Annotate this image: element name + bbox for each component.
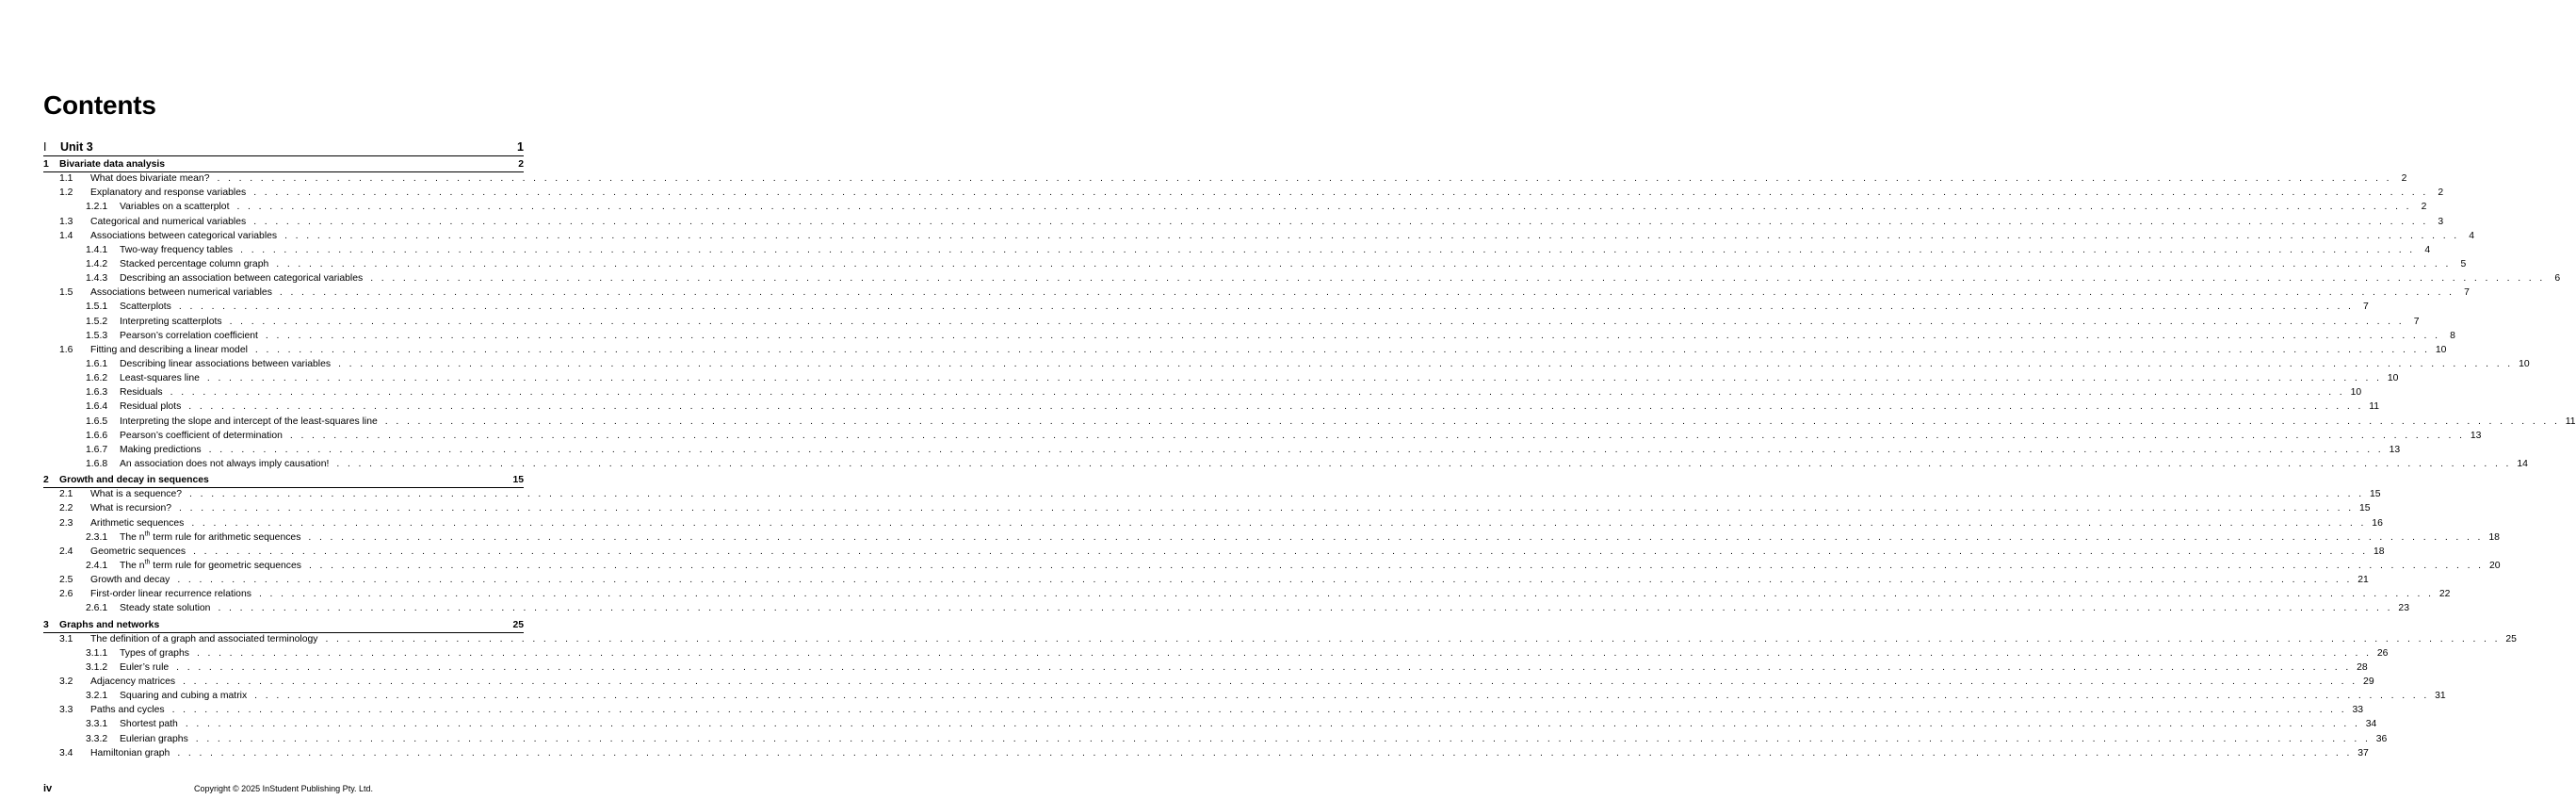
- toc-entry-page: 11: [2369, 401, 2380, 413]
- toc-entry-page: 28: [2357, 661, 2368, 673]
- toc-entry-number: 1.2: [59, 188, 73, 199]
- page-number: iv: [43, 783, 53, 794]
- toc-entry-title: Pearson’s coefficient of determination: [120, 430, 283, 441]
- toc-entry-title: Eulerian graphs: [120, 733, 188, 744]
- dot-leader: . . . . . . . . . . . . . . . . . . . . . . . . . . . . . . . . . . . . . . . . . . . . . . . . . . . . . . . . . . . . . . . . . . . . . . . . . . . . . . . . . . . . . . . . . . . . . . . . . . . . . . . . . . . . . . . . . . . . . . . . . . . . . . . . . . . . . . . . . . . . . . . . . . . . . . . . . . . . . . . . . . . . . . . . . . . . . . . . . . . . . . . . . . . . . . . . . . . . . . . .: [240, 244, 2416, 255]
- dot-leader: . . . . . . . . . . . . . . . . . . . . . . . . . . . . . . . . . . . . . . . . . . . . . . . . . . . . . . . . . . . . . . . . . . . . . . . . . . . . . . . . . . . . . . . . . . . . . . . . . . . . . . . . . . . . . . . . . . . . . . . . . . . . . . . . . . . . . . . . . . . . . . . . . . . . . . . . . . . . . . . . . . . . . . . . . . . . . . . . . . . . . . . . . . . . . . . . . . . . . . . .: [338, 358, 2514, 369]
- dot-leader: . . . . . . . . . . . . . . . . . . . . . . . . . . . . . . . . . . . . . . . . . . . . . . . . . . . . . . . . . . . . . . . . . . . . . . . . . . . . . . . . . . . . . . . . . . . . . . . . . . . . . . . . . . . . . . . . . . . . . . . . . . . . . . . . . . . . . . . . . . . . . . . . . . . . . . . . . . . . . . . . . . . . . . . . . . . . . . . . . . . . . . . . . . . . . . . . . . . . . . . .: [254, 691, 2430, 702]
- toc-entry-page: 13: [2389, 444, 2401, 455]
- toc-entry-subsection[interactable]: [43, 315, 2420, 329]
- toc-entry-number: 3.4: [59, 747, 73, 758]
- toc-entry-title: Associations between categorical variables: [90, 230, 278, 241]
- toc-entry-subsection[interactable]: [43, 530, 2500, 545]
- toc-entry-section[interactable]: [43, 632, 2517, 646]
- toc-entry-number: 2.3.1: [86, 531, 108, 543]
- toc-entry-page: 6: [2554, 273, 2561, 285]
- dot-leader: . . . . . . . . . . . . . . . . . . . . . . . . . . . . . . . . . . . . . . . . . . . . . . . . . . . . . . . . . . . . . . . . . . . . . . . . . . . . . . . . . . . . . . . . . . . . . . . . . . . . . . . . . . . . . . . . . . . . . . . . . . . . . . . . . . . . . . . . . . . . . . . . . . . . . . . . . . . . . . . . . . . . . . . . . . . . . . . . . . . . . . . . . . . . . . . . . . . . . . . .: [258, 589, 2434, 600]
- dot-leader: . . . . . . . . . . . . . . . . . . . . . . . . . . . . . . . . . . . . . . . . . . . . . . . . . . . . . . . . . . . . . . . . . . . . . . . . . . . . . . . . . . . . . . . . . . . . . . . . . . . . . . . . . . . . . . . . . . . . . . . . . . . . . . . . . . . . . . . . . . . . . . . . . . . . . . . . . . . . . . . . . . . . . . . . . . . . . . . . . . . . . . . . . . . . . . . . . . . . . . . .: [308, 531, 2484, 543]
- toc-entry-subsection[interactable]: [43, 243, 2431, 257]
- toc-entry-title: Associations between numerical variables: [90, 287, 272, 299]
- dot-leader: . . . . . . . . . . . . . . . . . . . . . . . . . . . . . . . . . . . . . . . . . . . . . . . . . . . . . . . . . . . . . . . . . . . . . . . . . . . . . . . . . . . . . . . . . . . . . . . . . . . . . . . . . . . . . . . . . . . . . . . . . . . . . . . . . . . . . . . . . . . . . . . . . . . . . . . . . . . . . . . . . . . . . . . . . . . . . . . . . . . . . . . . . . . . . . . . . . . . . . . .: [185, 719, 2360, 730]
- toc-entry-title: Paths and cycles: [90, 705, 165, 716]
- toc-entry-number: 1.5.2: [86, 316, 108, 327]
- toc-entry-title: What is a sequence?: [90, 489, 183, 500]
- toc-entry-title: What is recursion?: [90, 503, 172, 514]
- toc-entry-title: Hamiltonian graph: [90, 747, 170, 758]
- dot-leader: . . . . . . . . . . . . . . . . . . . . . . . . . . . . . . . . . . . . . . . . . . . . . . . . . . . . . . . . . . . . . . . . . . . . . . . . . . . . . . . . . . . . . . . . . . . . . . . . . . . . . . . . . . . . . . . . . . . . . . . . . . . . . . . . . . . . . . . . . . . . . . . . . . . . . . . . . . . . . . . . . . . . . . . . . . . . . . . . . . . . . . . . . . . . . . . . . . . . . . . .: [193, 546, 2369, 557]
- toc-entry-subsection[interactable]: [43, 329, 2455, 343]
- toc-entry-page: 10: [2519, 358, 2530, 369]
- toc-entry-page: 7: [2464, 287, 2470, 299]
- toc-entry-page: 4: [2424, 244, 2431, 255]
- dot-leader: . . . . . . . . . . . . . . . . . . . . . . . . . . . . . . . . . . . . . . . . . . . . . . . . . . . . . . . . . . . . . . . . . . . . . . . . . . . . . . . . . . . . . . . . . . . . . . . . . . . . . . . . . . . . . . . . . . . . . . . . . . . . . . . . . . . . . . . . . . . . . . . . . . . . . . . . . . . . . . . . . . . . . . . . . . . . . . . . . . . . . . . . . . . . . . . . . . . . . . . .: [370, 273, 2546, 285]
- dot-leader: . . . . . . . . . . . . . . . . . . . . . . . . . . . . . . . . . . . . . . . . . . . . . . . . . . . . . . . . . . . . . . . . . . . . . . . . . . . . . . . . . . . . . . . . . . . . . . . . . . . . . . . . . . . . . . . . . . . . . . . . . . . . . . . . . . . . . . . . . . . . . . . . . . . . . . . . . . . . . . . . . . . . . . . . . . . . . . . . . . . . . . . . . . . . . . . . . . . . . . . .: [195, 733, 2371, 744]
- toc-entry-title: Interpreting scatterplots: [120, 316, 222, 327]
- dot-leader: . . . . . . . . . . . . . . . . . . . . . . . . . . . . . . . . . . . . . . . . . . . . . . . . . . . . . . . . . . . . . . . . . . . . . . . . . . . . . . . . . . . . . . . . . . . . . . . . . . . . . . . . . . . . . . . . . . . . . . . . . . . . . . . . . . . . . . . . . . . . . . . . . . . . . . . . . . . . . . . . . . . . . . . . . . . . . . . . . . . . . . . . . . . . . . . . . . . . . . . .: [177, 747, 2353, 758]
- toc-entry-number: 1.5.1: [86, 302, 108, 313]
- toc-entry-page: 7: [2363, 302, 2369, 313]
- toc-entry-page: 25: [2505, 633, 2517, 644]
- toc-entry-section[interactable]: [43, 746, 2369, 760]
- dot-leader: . . . . . . . . . . . . . . . . . . . . . . . . . . . . . . . . . . . . . . . . . . . . . . . . . . . . . . . . . . . . . . . . . . . . . . . . . . . . . . . . . . . . . . . . . . . . . . . . . . . . . . . . . . . . . . . . . . . . . . . . . . . . . . . . . . . . . . . . . . . . . . . . . . . . . . . . . . . . . . . . . . . . . . . . . . . . . . . . . . . . . . . . . . . . . . . . . . . . . . . .: [170, 387, 2345, 399]
- toc-entry-page: 25: [512, 619, 524, 630]
- dot-leader: . . . . . . . . . . . . . . . . . . . . . . . . . . . . . . . . . . . . . . . . . . . . . . . . . . . . . . . . . . . . . . . . . . . . . . . . . . . . . . . . . . . . . . . . . . . . . . . . . . . . . . . . . . . . . . . . . . . . . . . . . . . . . . . . . . . . . . . . . . . . . . . . . . . . . . . . . . . . . . . . . . . . . . . . . . . . . . . . . . . . . . . . . . . . . . . . . . . . . . . .: [188, 401, 2364, 413]
- toc-entry-subsection[interactable]: [43, 457, 2528, 471]
- toc-entry-page: 26: [2376, 647, 2389, 659]
- toc-entry-number: 2.2: [59, 503, 73, 514]
- toc-entry-page: 29: [2363, 677, 2374, 688]
- toc-entry-section[interactable]: [43, 285, 2470, 300]
- dot-leader: . . . . . . . . . . . . . . . . . . . . . . . . . . . . . . . . . . . . . . . . . . . . . . . . . . . . . . . . . . . . . . . . . . . . . . . . . . . . . . . . . . . . . . . . . . . . . . . . . . . . . . . . . . . . . . . . . . . . . . . . . . . . . . . . . . . . . . . . . . . . . . . . . . . . . . . . . . . . . . . . . . . . . . . . . . . . . . . . . . . . . . . . . . . . . . . . . . . . . . . .: [253, 188, 2429, 199]
- toc-entry-page: 14: [2517, 458, 2528, 469]
- toc-entry-subsection[interactable]: [43, 601, 2409, 615]
- toc-entry-part[interactable]: [43, 139, 524, 155]
- dot-leader: . . . . . . . . . . . . . . . . . . . . . . . . . . . . . . . . . . . . . . . . . . . . . . . . . . . . . . . . . . . . . . . . . . . . . . . . . . . . . . . . . . . . . . . . . . . . . . . . . . . . . . . . . . . . . . . . . . . . . . . . . . . . . . . . . . . . . . . . . . . . . . . . . . . . . . . . . . . . . . . . . . . . . . . . . . . . . . . . . . . . . . . . . . . . . . . . . . . . . . . .: [229, 316, 2405, 327]
- toc-entry-section[interactable]: [43, 516, 2383, 530]
- toc-entry-title-part: The n: [120, 531, 145, 543]
- dot-leader: . . . . . . . . . . . . . . . . . . . . . . . . . . . . . . . . . . . . . . . . . . . . . . . . . . . . . . . . . . . . . . . . . . . . . . . . . . . . . . . . . . . . . . . . . . . . . . . . . . . . . . . . . . . . . . . . . . . . . . . . . . . . . . . . . . . . . . . . . . . . . . . . . . . . . . . . . . . . . . . . . . . . . . . . . . . . . . . . . . . . . . . . . . . . . . . . . . . . . . . .: [265, 330, 2440, 341]
- toc-entry-title: Residual plots: [120, 401, 182, 413]
- toc-entry-title: Categorical and numerical variables: [90, 216, 247, 227]
- toc-entry-number: 1.5.3: [86, 330, 108, 341]
- toc-entry-subsection[interactable]: [43, 271, 2561, 285]
- toc-entry-subsection[interactable]: [43, 200, 2427, 214]
- toc-entry-title: Growth and decay: [90, 575, 170, 586]
- toc-entry-subsection[interactable]: [43, 400, 2380, 414]
- page-title: Contents: [43, 90, 156, 120]
- toc-entry-title: Euler’s rule: [120, 661, 170, 673]
- toc-entry-number: 2.6: [59, 589, 73, 600]
- dot-leader: . . . . . . . . . . . . . . . . . . . . . . . . . . . . . . . . . . . . . . . . . . . . . . . . . . . . . . . . . . . . . . . . . . . . . . . . . . . . . . . . . . . . . . . . . . . . . . . . . . . . . . . . . . . . . . . . . . . . . . . . . . . . . . . . . . . . . . . . . . . . . . . . . . . . . . . . . . . . . . . . . . . . . . . . . . . . . . . . . . . . . . . . . . . . . . . . . . . . . . . .: [336, 458, 2512, 469]
- toc-entry-page: 18: [2373, 546, 2385, 557]
- toc-entry-subsection[interactable]: [43, 357, 2530, 371]
- toc-entry-number: 2.6.1: [86, 603, 108, 614]
- toc-entry-title: Scatterplots: [120, 302, 171, 313]
- toc-entry-number: 3: [43, 619, 49, 630]
- toc-entry-page: 10: [2435, 344, 2447, 355]
- toc-entry-page: 16: [2372, 517, 2383, 529]
- toc-entry-number: 3.2: [59, 677, 73, 688]
- page-footer: [43, 783, 524, 796]
- toc-entry-section[interactable]: [43, 501, 2371, 515]
- toc-entry-number: 1.3: [59, 216, 73, 227]
- toc-entry-chapter[interactable]: [43, 473, 524, 487]
- toc-entry-page: 23: [2398, 603, 2409, 614]
- toc-entry-page: 36: [2375, 733, 2388, 744]
- toc-entry-page: 7: [2413, 316, 2420, 327]
- dot-leader: . . . . . . . . . . . . . . . . . . . . . . . . . . . . . . . . . . . . . . . . . . . . . . . . . . . . . . . . . . . . . . . . . . . . . . . . . . . . . . . . . . . . . . . . . . . . . . . . . . . . . . . . . . . . . . . . . . . . . . . . . . . . . . . . . . . . . . . . . . . . . . . . . . . . . . . . . . . . . . . . . . . . . . . . . . . . . . . . . . . . . . . . . . . . . . . . . . . . . . . .: [171, 705, 2347, 716]
- toc-entry-title: Bivariate data analysis: [59, 159, 166, 170]
- toc-entry-page: 4: [2469, 230, 2475, 241]
- toc-entry-number: 1.4.1: [86, 244, 108, 255]
- toc-entry-title: Steady state solution: [120, 603, 211, 614]
- toc-entry-chapter[interactable]: [43, 618, 524, 632]
- toc-entry-number: 2.4.1: [86, 560, 108, 571]
- toc-entry-page: 15: [2359, 503, 2371, 514]
- toc-entry-title: Interpreting the slope and intercept of the least-squares line: [120, 416, 378, 427]
- toc-entry-section[interactable]: [43, 215, 2444, 229]
- toc-entry-subsection[interactable]: [43, 660, 2368, 675]
- toc-entry-page: 15: [2370, 489, 2381, 500]
- toc-entry-page: 2: [2438, 188, 2444, 199]
- toc-entry-title: Arithmetic sequences: [90, 517, 185, 529]
- toc-entry-title: Squaring and cubing a matrix: [120, 691, 248, 702]
- toc-entry-page: 5: [2460, 258, 2467, 269]
- dot-leader: . . . . . . . . . . . . . . . . . . . . . . . . . . . . . . . . . . . . . . . . . . . . . . . . . . . . . . . . . . . . . . . . . . . . . . . . . . . . . . . . . . . . . . . . . . . . . . . . . . . . . . . . . . . . . . . . . . . . . . . . . . . . . . . . . . . . . . . . . . . . . . . . . . . . . . . . . . . . . . . . . . . . . . . . . . . . . . . . . . . . . . . . . . . . . . . . . . . . . . . .: [253, 216, 2429, 227]
- dot-leader: . . . . . . . . . . . . . . . . . . . . . . . . . . . . . . . . . . . . . . . . . . . . . . . . . . . . . . . . . . . . . . . . . . . . . . . . . . . . . . . . . . . . . . . . . . . . . . . . . . . . . . . . . . . . . . . . . . . . . . . . . . . . . . . . . . . . . . . . . . . . . . . . . . . . . . . . . . . . . . . . . . . . . . . . . . . . . . . . . . . . . . . . . . . . . . . . . . . . . . . .: [289, 430, 2465, 441]
- toc-entry-number: 2.1: [59, 489, 73, 500]
- toc-entry-subsection[interactable]: [43, 732, 2388, 746]
- toc-entry-number: 3.3: [59, 705, 73, 716]
- toc-entry-section[interactable]: [43, 545, 2385, 559]
- toc-entry-subsection[interactable]: [43, 257, 2467, 271]
- toc-entry-number: 2.5: [59, 575, 73, 586]
- toc-entry-title: An association does not always imply causation!: [120, 458, 330, 469]
- dot-leader: . . . . . . . . . . . . . . . . . . . . . . . . . . . . . . . . . . . . . . . . . . . . . . . . . . . . . . . . . . . . . . . . . . . . . . . . . . . . . . . . . . . . . . . . . . . . . . . . . . . . . . . . . . . . . . . . . . . . . . . . . . . . . . . . . . . . . . . . . . . . . . . . . . . . . . . . . . . . . . . . . . . . . . . . . . . . . . . . . . . . . . . . . . . . . . . . . . . . . . . .: [177, 575, 2353, 586]
- toc-entry-number: 2.4: [59, 546, 73, 557]
- toc-entry-title: Describing linear associations between variables: [120, 358, 332, 369]
- dot-leader: . . . . . . . . . . . . . . . . . . . . . . . . . . . . . . . . . . . . . . . . . . . . . . . . . . . . . . . . . . . . . . . . . . . . . . . . . . . . . . . . . . . . . . . . . . . . . . . . . . . . . . . . . . . . . . . . . . . . . . . . . . . . . . . . . . . . . . . . . . . . . . . . . . . . . . . . . . . . . . . . . . . . . . . . . . . . . . . . . . . . . . . . . . . . . . . . . . . . . . . .: [217, 173, 2392, 185]
- toc-entry-number: 1.6.5: [86, 416, 108, 427]
- toc-entry-title-superscript: th: [144, 530, 151, 538]
- toc-entry-subsection[interactable]: [43, 559, 2501, 573]
- toc-entry-number: 2.3: [59, 517, 73, 529]
- toc-entry-number: 2: [43, 475, 49, 486]
- dot-leader: . . . . . . . . . . . . . . . . . . . . . . . . . . . . . . . . . . . . . . . . . . . . . . . . . . . . . . . . . . . . . . . . . . . . . . . . . . . . . . . . . . . . . . . . . . . . . . . . . . . . . . . . . . . . . . . . . . . . . . . . . . . . . . . . . . . . . . . . . . . . . . . . . . . . . . . . . . . . . . . . . . . . . . . . . . . . . . . . . . . . . . . . . . . . . . . . . . . . . . . .: [206, 373, 2382, 384]
- toc-entry-section[interactable]: [43, 186, 2444, 200]
- toc-entry-number: 3.3.2: [86, 733, 108, 744]
- toc-entry-title: Residuals: [120, 387, 163, 399]
- toc-entry-number: 1.6.8: [86, 458, 108, 469]
- dot-leader: . . . . . . . . . . . . . . . . . . . . . . . . . . . . . . . . . . . . . . . . . . . . . . . . . . . . . . . . . . . . . . . . . . . . . . . . . . . . . . . . . . . . . . . . . . . . . . . . . . . . . . . . . . . . . . . . . . . . . . . . . . . . . . . . . . . . . . . . . . . . . . . . . . . . . . . . . . . . . . . . . . . . . . . . . . . . . . . . . . . . . . . . . . . . . . . . . . . . . . . .: [196, 647, 2372, 659]
- toc-entry-title: The definition of a graph and associated terminology: [90, 633, 318, 644]
- toc-entry-title: Least-squares line: [120, 373, 200, 384]
- dot-leader: . . . . . . . . . . . . . . . . . . . . . . . . . . . . . . . . . . . . . . . . . . . . . . . . . . . . . . . . . . . . . . . . . . . . . . . . . . . . . . . . . . . . . . . . . . . . . . . . . . . . . . . . . . . . . . . . . . . . . . . . . . . . . . . . . . . . . . . . . . . . . . . . . . . . . . . . . . . . . . . . . . . . . . . . . . . . . . . . . . . . . . . . . . . . . . . . . . . . . . . .: [236, 202, 2412, 213]
- dot-leader: . . . . . . . . . . . . . . . . . . . . . . . . . . . . . . . . . . . . . . . . . . . . . . . . . . . . . . . . . . . . . . . . . . . . . . . . . . . . . . . . . . . . . . . . . . . . . . . . . . . . . . . . . . . . . . . . . . . . . . . . . . . . . . . . . . . . . . . . . . . . . . . . . . . . . . . . . . . . . . . . . . . . . . . . . . . . . . . . . . . . . . . . . . . . . . . . . . . . . . . .: [308, 560, 2484, 571]
- dot-leader: . . . . . . . . . . . . . . . . . . . . . . . . . . . . . . . . . . . . . . . . . . . . . . . . . . . . . . . . . . . . . . . . . . . . . . . . . . . . . . . . . . . . . . . . . . . . . . . . . . . . . . . . . . . . . . . . . . . . . . . . . . . . . . . . . . . . . . . . . . . . . . . . . . . . . . . . . . . . . . . . . . . . . . . . . . . . . . . . . . . . . . . . . . . . . . . . . . . . . . . .: [208, 444, 2384, 455]
- toc-entry-subsection[interactable]: [43, 429, 2482, 443]
- dot-leader: . . . . . . . . . . . . . . . . . . . . . . . . . . . . . . . . . . . . . . . . . . . . . . . . . . . . . . . . . . . . . . . . . . . . . . . . . . . . . . . . . . . . . . . . . . . . . . . . . . . . . . . . . . . . . . . . . . . . . . . . . . . . . . . . . . . . . . . . . . . . . . . . . . . . . . . . . . . . . . . . . . . . . . . . . . . . . . . . . . . . . . . . . . . . . . . . . . . . . . . .: [178, 302, 2354, 313]
- toc-entry-number: 1.2.1: [86, 202, 108, 213]
- toc-entry-section[interactable]: [43, 343, 2447, 357]
- toc-entry-page: 18: [2488, 531, 2500, 543]
- toc-entry-number: 3.2.1: [86, 691, 108, 702]
- toc-entry-number: 1: [43, 159, 49, 170]
- toc-entry-title: Two-way frequency tables: [120, 244, 234, 255]
- toc-entry-number: 1.4.3: [86, 273, 108, 285]
- toc-entry-section[interactable]: [43, 587, 2451, 601]
- dot-leader: . . . . . . . . . . . . . . . . . . . . . . . . . . . . . . . . . . . . . . . . . . . . . . . . . . . . . . . . . . . . . . . . . . . . . . . . . . . . . . . . . . . . . . . . . . . . . . . . . . . . . . . . . . . . . . . . . . . . . . . . . . . . . . . . . . . . . . . . . . . . . . . . . . . . . . . . . . . . . . . . . . . . . . . . . . . . . . . . . . . . . . . . . . . . . . . . . . . . . . . .: [189, 489, 2364, 500]
- toc-entry-title: Fitting and describing a linear model: [90, 344, 248, 355]
- dot-leader: . . . . . . . . . . . . . . . . . . . . . . . . . . . . . . . . . . . . . . . . . . . . . . . . . . . . . . . . . . . . . . . . . . . . . . . . . . . . . . . . . . . . . . . . . . . . . . . . . . . . . . . . . . . . . . . . . . . . . . . . . . . . . . . . . . . . . . . . . . . . . . . . . . . . . . . . . . . . . . . . . . . . . . . . . . . . . . . . . . . . . . . . . . . . . . . . . . . . . . . .: [176, 661, 2352, 673]
- toc-entry-number: 1.4.2: [86, 258, 108, 269]
- toc-entry-number: I: [43, 140, 47, 154]
- toc-entry-page: 2: [518, 159, 524, 170]
- table-of-contents: [43, 139, 2576, 760]
- toc-entry-number: 1.5: [59, 287, 73, 299]
- dot-leader: . . . . . . . . . . . . . . . . . . . . . . . . . . . . . . . . . . . . . . . . . . . . . . . . . . . . . . . . . . . . . . . . . . . . . . . . . . . . . . . . . . . . . . . . . . . . . . . . . . . . . . . . . . . . . . . . . . . . . . . . . . . . . . . . . . . . . . . . . . . . . . . . . . . . . . . . . . . . . . . . . . . . . . . . . . . . . . . . . . . . . . . . . . . . . . . . . . . . . . . .: [276, 258, 2452, 269]
- toc-entry-number: 3.1: [59, 633, 73, 644]
- toc-entry-chapter[interactable]: [43, 157, 524, 171]
- copyright-notice: Copyright © 2025 InStudent Publishing Pty. Ltd.: [193, 784, 374, 793]
- toc-entry-title: Adjacency matrices: [90, 677, 176, 688]
- toc-entry-number: 1.4: [59, 230, 73, 241]
- dot-leader: . . . . . . . . . . . . . . . . . . . . . . . . . . . . . . . . . . . . . . . . . . . . . . . . . . . . . . . . . . . . . . . . . . . . . . . . . . . . . . . . . . . . . . . . . . . . . . . . . . . . . . . . . . . . . . . . . . . . . . . . . . . . . . . . . . . . . . . . . . . . . . . . . . . . . . . . . . . . . . . . . . . . . . . . . . . . . . . . . . . . . . . . . . . . . . . . . . . . . . . .: [325, 633, 2501, 644]
- toc-entry-page: 21: [2357, 575, 2369, 586]
- toc-entry-title: [120, 530, 300, 545]
- toc-entry-number: 1.1: [59, 173, 73, 185]
- toc-entry-title-superscript: th: [144, 559, 151, 566]
- heading-rule: [43, 155, 524, 156]
- toc-entry-page: 15: [512, 475, 524, 486]
- dot-leader: . . . . . . . . . . . . . . . . . . . . . . . . . . . . . . . . . . . . . . . . . . . . . . . . . . . . . . . . . . . . . . . . . . . . . . . . . . . . . . . . . . . . . . . . . . . . . . . . . . . . . . . . . . . . . . . . . . . . . . . . . . . . . . . . . . . . . . . . . . . . . . . . . . . . . . . . . . . . . . . . . . . . . . . . . . . . . . . . . . . . . . . . . . . . . . . . . . . . . . . .: [384, 416, 2560, 427]
- dot-leader: . . . . . . . . . . . . . . . . . . . . . . . . . . . . . . . . . . . . . . . . . . . . . . . . . . . . . . . . . . . . . . . . . . . . . . . . . . . . . . . . . . . . . . . . . . . . . . . . . . . . . . . . . . . . . . . . . . . . . . . . . . . . . . . . . . . . . . . . . . . . . . . . . . . . . . . . . . . . . . . . . . . . . . . . . . . . . . . . . . . . . . . . . . . . . . . . . . . . . . . .: [218, 603, 2393, 614]
- toc-entry-title: Types of graphs: [120, 647, 189, 659]
- toc-entry-title: Making predictions: [120, 444, 202, 455]
- toc-entry-number: 1.6.3: [86, 387, 108, 399]
- toc-entry-title: Pearson’s correlation coefficient: [120, 330, 258, 341]
- toc-entry-page: 33: [2352, 705, 2364, 716]
- toc-entry-page: 1: [517, 140, 524, 154]
- toc-entry-number: 1.6.1: [86, 358, 108, 369]
- toc-entry-page: 31: [2435, 691, 2446, 702]
- toc-entry-title: Unit 3: [60, 140, 93, 154]
- toc-entry-number: 1.6.7: [86, 444, 108, 455]
- toc-entry-number: 1.6.6: [86, 430, 108, 441]
- toc-entry-section[interactable]: [43, 675, 2374, 689]
- toc-entry-page: 3: [2438, 216, 2444, 227]
- toc-entry-number: 3.3.1: [86, 719, 108, 730]
- toc-entry-subsection[interactable]: [43, 300, 2369, 314]
- toc-entry-title: Graphs and networks: [59, 619, 160, 630]
- toc-entry-title-part: term rule for geometric sequences: [150, 560, 301, 571]
- toc-entry-page: 2: [2401, 173, 2407, 185]
- toc-entry-title: Stacked percentage column graph: [120, 258, 269, 269]
- toc-entry-title: [120, 559, 301, 573]
- toc-entry-subsection[interactable]: [43, 646, 2389, 660]
- toc-entry-title: Growth and decay in sequences: [59, 475, 209, 486]
- toc-entry-number: 1.6.2: [86, 373, 108, 384]
- toc-entry-number: 3.1.2: [86, 661, 108, 673]
- toc-entry-section[interactable]: [43, 229, 2475, 243]
- toc-entry-title: What does bivariate mean?: [90, 173, 210, 185]
- dot-leader: . . . . . . . . . . . . . . . . . . . . . . . . . . . . . . . . . . . . . . . . . . . . . . . . . . . . . . . . . . . . . . . . . . . . . . . . . . . . . . . . . . . . . . . . . . . . . . . . . . . . . . . . . . . . . . . . . . . . . . . . . . . . . . . . . . . . . . . . . . . . . . . . . . . . . . . . . . . . . . . . . . . . . . . . . . . . . . . . . . . . . . . . . . . . . . . . . . . . . . . .: [179, 503, 2354, 514]
- toc-entry-title: First-order linear recurrence relations: [90, 589, 251, 600]
- dot-leader: . . . . . . . . . . . . . . . . . . . . . . . . . . . . . . . . . . . . . . . . . . . . . . . . . . . . . . . . . . . . . . . . . . . . . . . . . . . . . . . . . . . . . . . . . . . . . . . . . . . . . . . . . . . . . . . . . . . . . . . . . . . . . . . . . . . . . . . . . . . . . . . . . . . . . . . . . . . . . . . . . . . . . . . . . . . . . . . . . . . . . . . . . . . . . . . . . . . . . . . .: [183, 677, 2358, 688]
- toc-entry-title-part: The n: [120, 560, 145, 571]
- toc-entry-subsection[interactable]: [43, 689, 2446, 703]
- toc-entry-title: Variables on a scatterplot: [120, 202, 230, 213]
- dot-leader: . . . . . . . . . . . . . . . . . . . . . . . . . . . . . . . . . . . . . . . . . . . . . . . . . . . . . . . . . . . . . . . . . . . . . . . . . . . . . . . . . . . . . . . . . . . . . . . . . . . . . . . . . . . . . . . . . . . . . . . . . . . . . . . . . . . . . . . . . . . . . . . . . . . . . . . . . . . . . . . . . . . . . . . . . . . . . . . . . . . . . . . . . . . . . . . . . . . . . . . .: [279, 287, 2454, 299]
- toc-entry-number: 1.6: [59, 344, 73, 355]
- toc-entry-page: 20: [2488, 560, 2501, 571]
- toc-entry-page: 22: [2438, 589, 2451, 600]
- toc-entry-title-part: term rule for arithmetic sequences: [150, 531, 301, 543]
- dot-leader: . . . . . . . . . . . . . . . . . . . . . . . . . . . . . . . . . . . . . . . . . . . . . . . . . . . . . . . . . . . . . . . . . . . . . . . . . . . . . . . . . . . . . . . . . . . . . . . . . . . . . . . . . . . . . . . . . . . . . . . . . . . . . . . . . . . . . . . . . . . . . . . . . . . . . . . . . . . . . . . . . . . . . . . . . . . . . . . . . . . . . . . . . . . . . . . . . . . . . . . .: [284, 230, 2460, 241]
- toc-entry-subsection[interactable]: [43, 385, 2362, 400]
- toc-entry-page: 10: [2350, 387, 2362, 399]
- toc-entry-section[interactable]: [43, 171, 2407, 186]
- toc-entry-section[interactable]: [43, 703, 2364, 717]
- toc-entry-page: 8: [2450, 330, 2455, 341]
- toc-entry-page: 37: [2357, 747, 2369, 758]
- toc-entry-number: 1.6.4: [86, 401, 108, 413]
- toc-entry-title: Describing an association between categorical variables: [120, 273, 364, 285]
- toc-entry-section[interactable]: [43, 573, 2369, 587]
- dot-leader: . . . . . . . . . . . . . . . . . . . . . . . . . . . . . . . . . . . . . . . . . . . . . . . . . . . . . . . . . . . . . . . . . . . . . . . . . . . . . . . . . . . . . . . . . . . . . . . . . . . . . . . . . . . . . . . . . . . . . . . . . . . . . . . . . . . . . . . . . . . . . . . . . . . . . . . . . . . . . . . . . . . . . . . . . . . . . . . . . . . . . . . . . . . . . . . . . . . . . . . .: [191, 517, 2367, 529]
- toc-entry-page: 11: [2565, 416, 2576, 427]
- toc-entry-page: 10: [2387, 373, 2399, 384]
- dot-leader: . . . . . . . . . . . . . . . . . . . . . . . . . . . . . . . . . . . . . . . . . . . . . . . . . . . . . . . . . . . . . . . . . . . . . . . . . . . . . . . . . . . . . . . . . . . . . . . . . . . . . . . . . . . . . . . . . . . . . . . . . . . . . . . . . . . . . . . . . . . . . . . . . . . . . . . . . . . . . . . . . . . . . . . . . . . . . . . . . . . . . . . . . . . . . . . . . . . . . . . .: [254, 344, 2430, 355]
- toc-entry-section[interactable]: [43, 487, 2381, 501]
- toc-entry-page: 34: [2365, 719, 2377, 730]
- toc-entry-subsection[interactable]: [43, 371, 2399, 385]
- toc-entry-subsection[interactable]: [43, 443, 2401, 457]
- toc-entry-title: Explanatory and response variables: [90, 188, 247, 199]
- toc-entry-subsection[interactable]: [43, 717, 2377, 731]
- toc-entry-page: 13: [2470, 430, 2482, 441]
- toc-entry-subsection[interactable]: [43, 415, 2576, 429]
- toc-entry-title: Geometric sequences: [90, 546, 186, 557]
- toc-entry-page: 2: [2421, 202, 2427, 213]
- toc-entry-title: Shortest path: [120, 719, 178, 730]
- toc-entry-number: 3.1.1: [86, 647, 108, 659]
